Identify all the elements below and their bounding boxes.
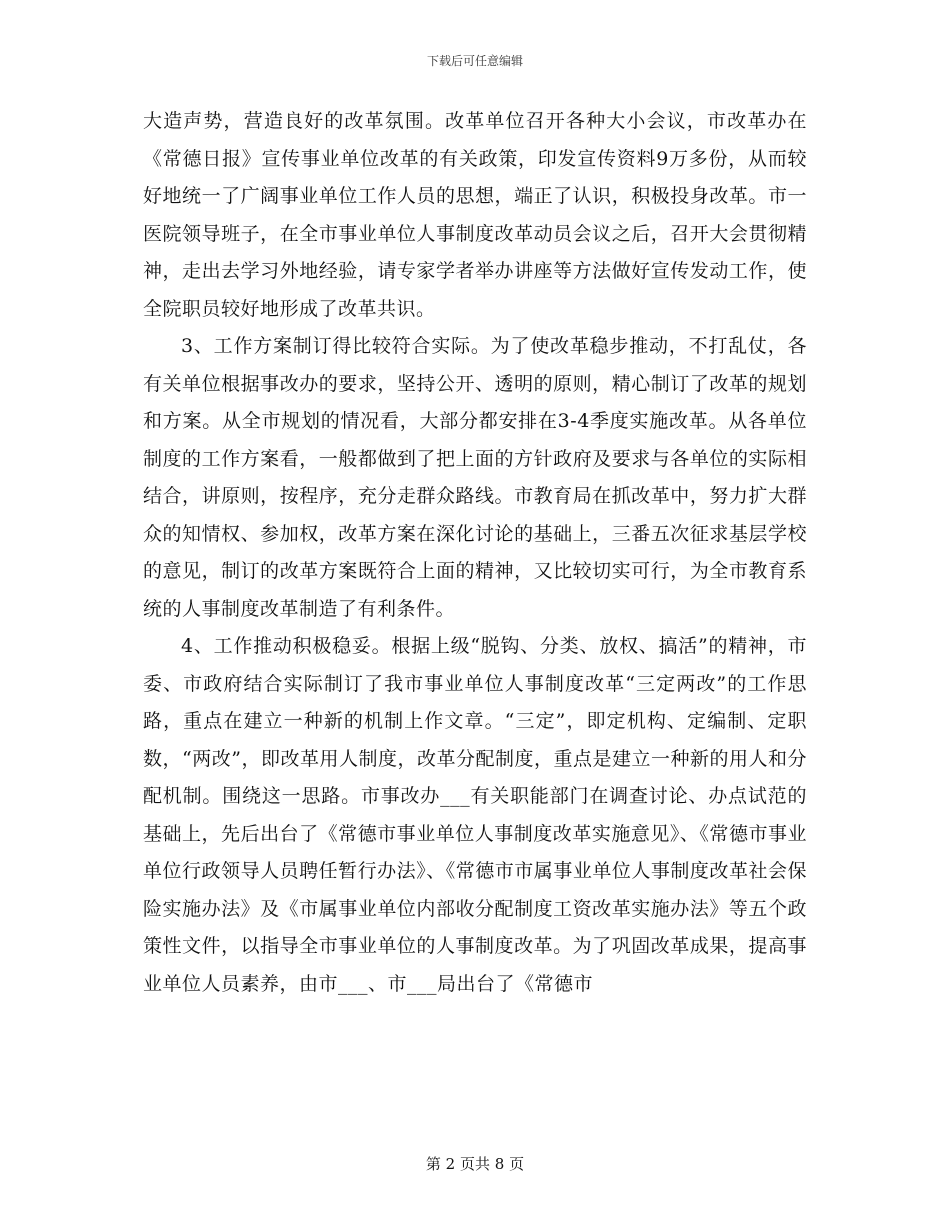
page-number: 第 2 页共 8 页 — [425, 1155, 525, 1173]
paragraph-item-4: 4、工作推动积极稳妥。根据上级“脱钩、分类、放权、搞活”的精神，市委、市政府结合实际制订了我市事业单位人事制度改革“三定两改”的工作思路，重点在建立一种新的机制上作文章。“三定”，即定机构、定编制、定职数，“两改”，即改革用人制度，改革分配制度，重点是建立一种新的用人和分配机制。围绕这一思路。市事改办___有关职能部门在调查讨论、办点试范的基础上，先后出台了《常德市事业单位人事制度改革实施意见》、《常德市事业单位行政领导人员聘任暂行办法》、《常德市市属事业单位人事制度改革社会保险实施办法》及《市属事业单位内部收分配制度工资改革实施办法》等五个政策性文件，以指导全市事业单位的人事制度改革。为了巩固改革成果，提高事业单位人员素养，由市___、市___局出台了《常德市 — [143, 635, 807, 995]
page-header-note: 下载后可任意编辑 — [426, 54, 523, 68]
paragraph-continuation: 大造声势，营造良好的改革氛围。改革单位召开各种大小会议，市改革办在《常德日报》宣传事业单位改革的有关政策，印发宣传资料9万多份，从而较好地统一了广阔事业单位工作人员的思想，端正了认识，积极投身改革。市一医院领导班子，在全市事业单位人事制度改革动员会议之后，召开大会贯彻精神，走出去学习外地经验，请专家学者举办讲座等方法做好宣传发动工作，使全院职员较好地形成了改革共识。 — [143, 110, 807, 320]
document-body — [143, 103, 807, 1003]
paragraph-item-3: 3、工作方案制订得比较符合实际。为了使改革稳步推动，不打乱仗，各有关单位根据事改办的要求，坚持公开、透明的原则，精心制订了改革的规划和方案。从全市规划的情况看，大部分都安排在3-4季度实施改革。从各单位制度的工作方案看，一般都做到了把上面的方针政府及要求与各单位的实际相结合，讲原则，按程序，充分走群众路线。市教育局在抓改革中，努力扩大群众的知情权、参加权，改革方案在深化讨论的基础上，三番五次征求基层学校的意见，制订的改革方案既符合上面的精神，又比较切实可行，为全市教育系统的人事制度改革制造了有利条件。 — [143, 335, 807, 620]
